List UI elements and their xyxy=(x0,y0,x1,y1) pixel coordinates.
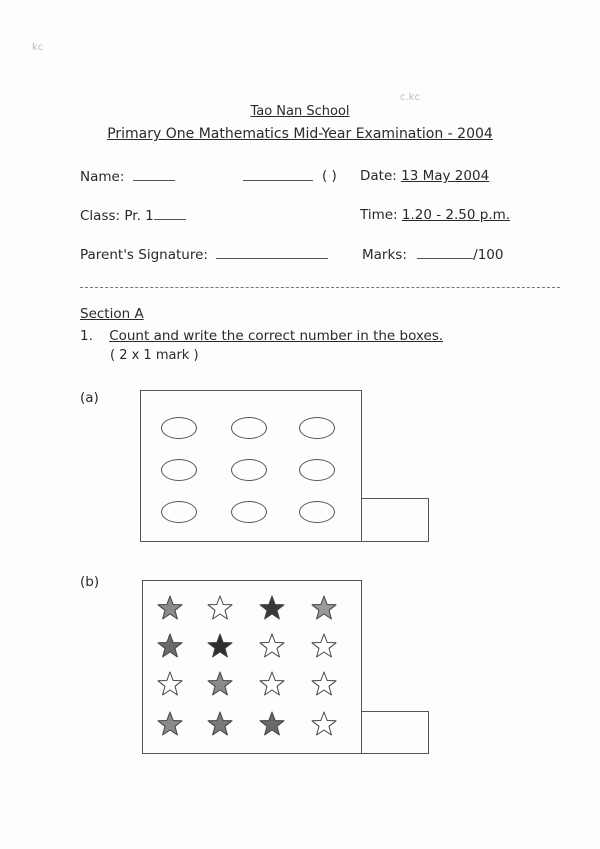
marks-total: /100 xyxy=(473,247,504,263)
oval-shape xyxy=(231,501,267,523)
time-field xyxy=(360,207,510,223)
oval-shape xyxy=(161,417,197,439)
oval-shape xyxy=(299,459,335,481)
question-text: Count and write the correct number in the boxes. xyxy=(109,328,444,344)
time-label: Time: xyxy=(360,207,398,223)
star-shape xyxy=(157,671,183,697)
marks-blank[interactable] xyxy=(417,246,473,259)
part-a-answer-box[interactable] xyxy=(361,498,429,542)
part-b-answer-box[interactable] xyxy=(361,711,429,754)
class-value: Pr. 1 xyxy=(124,208,154,224)
class-label: Class: xyxy=(80,208,121,224)
part-a-picture-box xyxy=(140,390,362,542)
oval-shape xyxy=(299,417,335,439)
parent-signature-blank[interactable] xyxy=(216,246,328,259)
name-label: Name: xyxy=(80,169,125,185)
star-shape xyxy=(259,711,285,737)
oval-shape xyxy=(161,501,197,523)
date-label: Date: xyxy=(360,168,397,184)
star-shape xyxy=(311,671,337,697)
star-shape xyxy=(157,633,183,659)
scribble-mark: kc xyxy=(32,42,44,53)
oval-shape xyxy=(299,501,335,523)
part-a-label: (a) xyxy=(80,390,99,406)
star-shape xyxy=(259,595,285,621)
class-blank[interactable] xyxy=(154,207,186,220)
parent-signature-label: Parent's Signature: xyxy=(80,247,208,263)
star-shape xyxy=(207,595,233,621)
scribble-mark-2: c.kc xyxy=(400,92,420,103)
name-blank-2[interactable] xyxy=(243,168,313,181)
oval-shape xyxy=(231,459,267,481)
question-number: 1. xyxy=(80,328,93,344)
section-title: Section A xyxy=(80,306,144,322)
header-divider xyxy=(80,287,560,288)
star-shape xyxy=(259,671,285,697)
oval-shape xyxy=(231,417,267,439)
star-shape xyxy=(311,633,337,659)
name-blank-1[interactable] xyxy=(133,168,175,181)
exam-title: Primary One Mathematics Mid-Year Examination - 2004 xyxy=(107,126,493,142)
parent-signature-field xyxy=(80,246,328,263)
date-field xyxy=(360,168,489,184)
name-field xyxy=(80,168,313,185)
question-marks-note: ( 2 x 1 mark ) xyxy=(110,348,199,363)
star-shape xyxy=(259,633,285,659)
date-value: 13 May 2004 xyxy=(401,168,490,184)
star-shape xyxy=(311,595,337,621)
star-shape xyxy=(207,671,233,697)
school-name: Tao Nan School xyxy=(250,104,350,119)
star-shape xyxy=(157,711,183,737)
class-field xyxy=(80,207,186,224)
part-b-label: (b) xyxy=(80,574,100,590)
marks-field xyxy=(362,246,504,263)
star-shape xyxy=(207,633,233,659)
part-b-picture-box xyxy=(142,580,362,754)
star-shape xyxy=(207,711,233,737)
oval-shape xyxy=(161,459,197,481)
star-shape xyxy=(311,711,337,737)
marks-label: Marks: xyxy=(362,247,407,263)
question-1 xyxy=(80,328,443,344)
star-shape xyxy=(157,595,183,621)
time-value: 1.20 - 2.50 p.m. xyxy=(401,207,511,223)
index-paren: ( ) xyxy=(322,168,337,184)
